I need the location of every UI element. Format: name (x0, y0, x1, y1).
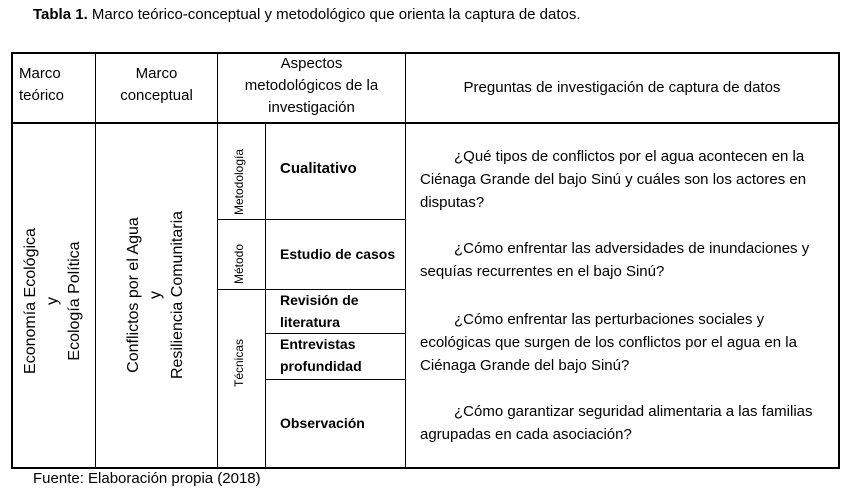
table-source: Fuente: Elaboración propia (2018) (33, 470, 261, 487)
question-2: ¿Cómo enfrentar las adversidades de inundaciones y sequías recurrentes en el bajo Sinú? (420, 240, 810, 280)
marco-teorico-line2: y (44, 297, 61, 305)
question-4: ¿Cómo garantizar seguridad alimentaria a las familias agrupadas en cada asociación? (420, 403, 813, 443)
header-aspectos (218, 53, 405, 119)
aspect-cualitativo-text: Cualitativo (280, 160, 357, 177)
category-tecnicas-text: Técnicas (232, 338, 246, 388)
question-3: ¿Cómo enfrentar las perturbaciones sociales y ecológicas que surgen de los conflictos por el agua en la Ciénaga Grande del bajo Sinú? (420, 311, 797, 374)
aspect-cualitativo (280, 158, 357, 180)
category-tecnicas (232, 330, 246, 396)
header-aspectos-line2: metodológicos de la (244, 77, 379, 94)
aspect-entrevistas (280, 333, 362, 377)
marco-conceptual-line1: Conflictos por el Agua (125, 217, 142, 373)
header-aspectos-line1: Aspectos (280, 55, 343, 72)
aspect-revision-literatura (280, 289, 359, 333)
aspect-entrevistas-line1: Entrevistas (280, 336, 356, 352)
marco-conceptual-line3: Resiliencia Comunitaria (169, 210, 186, 380)
category-metodo (232, 236, 246, 292)
marco-teorico-line3: Ecología Política (66, 241, 83, 361)
header-marco-conceptual-line1: Marco (135, 65, 178, 82)
header-preguntas (406, 54, 838, 122)
aspect-entrevistas-line2: profundidad (280, 358, 362, 374)
header-marco-conceptual (96, 63, 217, 107)
marco-teorico-content (20, 161, 86, 441)
aspect-estudio-casos (280, 243, 395, 265)
header-marco-teorico-line2: teórico (19, 87, 65, 104)
aspect-revision-line2: literatura (280, 314, 340, 330)
header-marco-teorico (19, 63, 91, 107)
aspect-observacion (280, 412, 365, 434)
header-preguntas-text: Preguntas de investigación de captura de datos (463, 79, 781, 96)
category-metodologia-text: Metodología (232, 148, 246, 216)
aspect-estudio-casos-text: Estudio de casos (280, 246, 396, 262)
header-aspectos-line3: investigación (268, 99, 355, 116)
marco-conceptual-content (123, 155, 189, 435)
marco-teorico-line1: Economía Ecológica (22, 228, 39, 374)
marco-conceptual-line2: y (147, 291, 164, 299)
aspect-revision-line1: Revisión de (280, 292, 359, 308)
caption-text: Marco teórico-conceptual y metodológico que orienta la captura de datos. (91, 6, 581, 23)
aspect-observacion-text: Observación (280, 415, 365, 431)
question-1: ¿Qué tipos de conflictos por el agua acontecen en la Ciénaga Grande del bajo Sinú y cuáles son los actores en disputas? (420, 148, 807, 211)
category-metodo-text: Método (232, 243, 246, 285)
header-marco-teorico-line1: Marco (19, 65, 61, 82)
table-caption (33, 6, 581, 23)
header-marco-conceptual-line2: conceptual (120, 87, 193, 104)
category-metodologia (232, 134, 246, 230)
caption-label: Tabla 1. (33, 6, 88, 23)
